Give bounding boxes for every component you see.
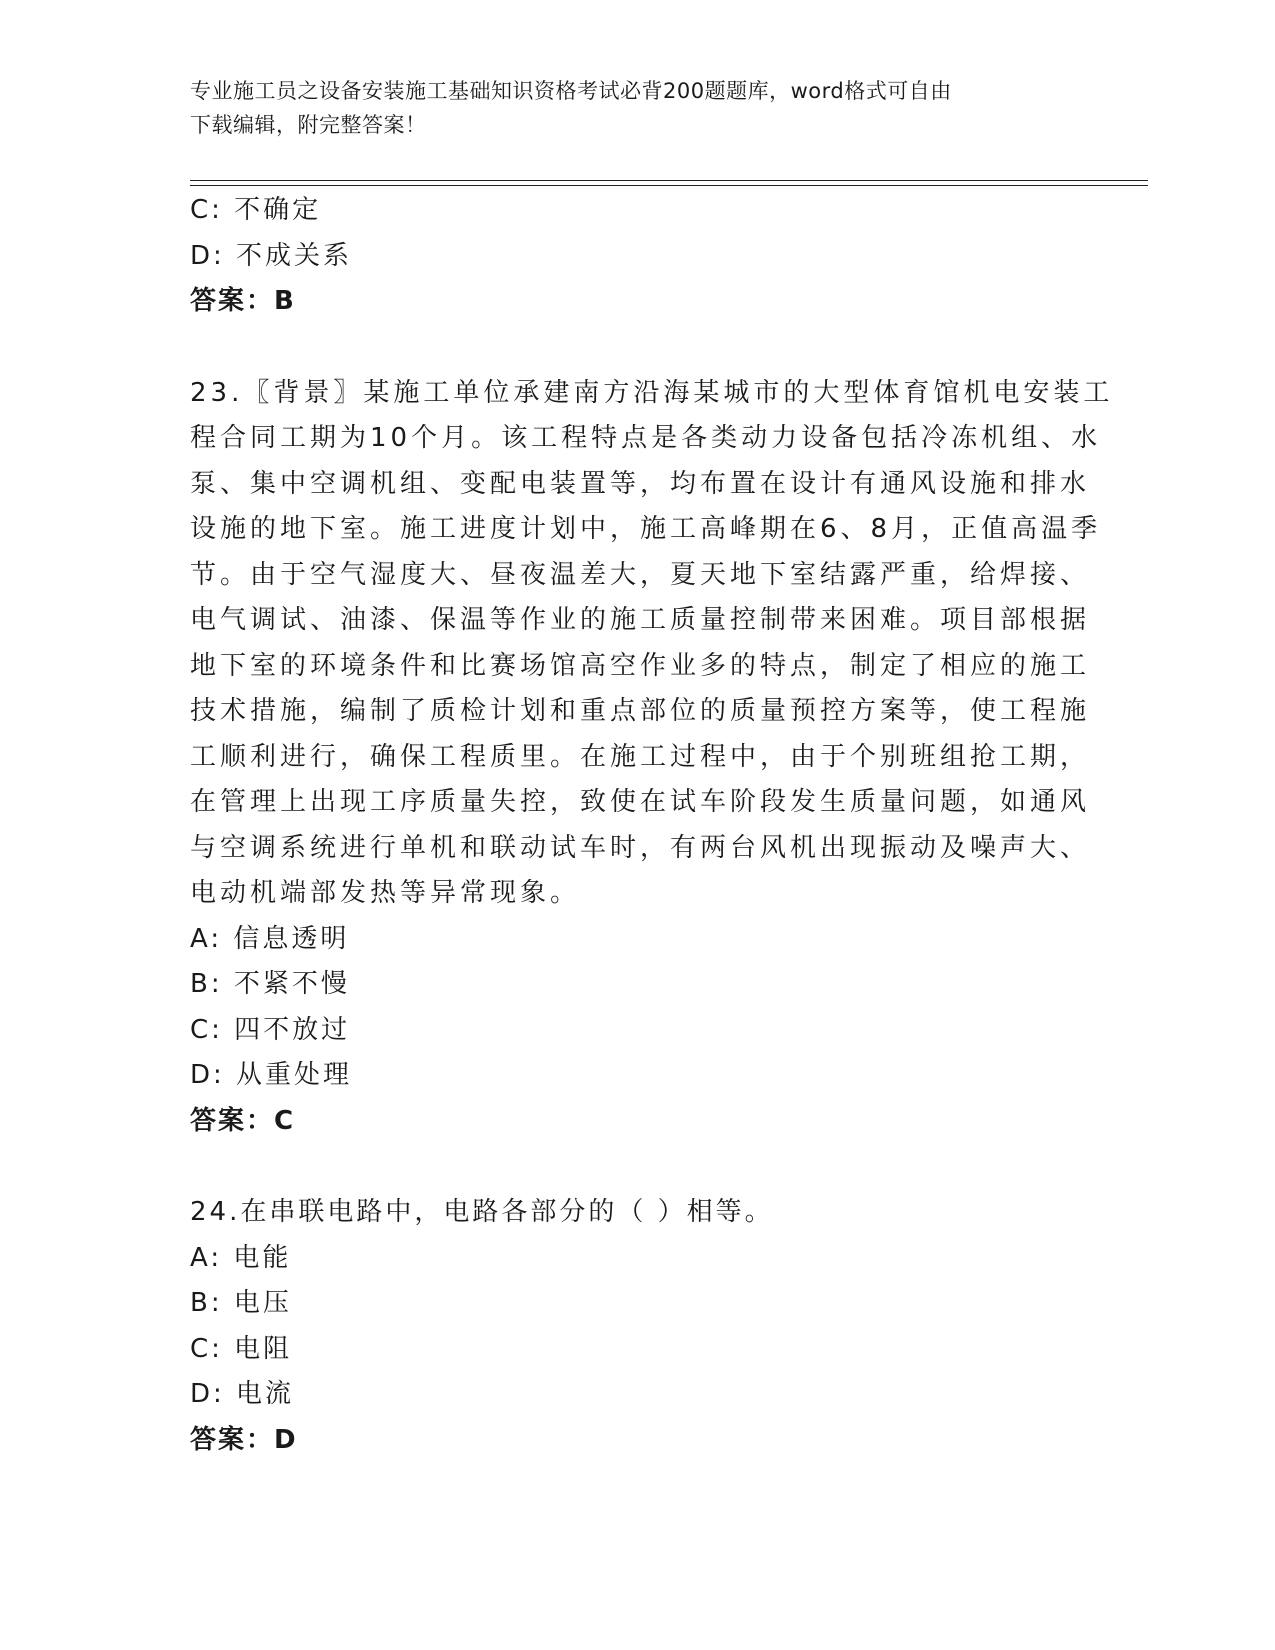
header-rule-bottom bbox=[190, 185, 1148, 186]
question-23-line: 工顺利进行，确保工程质里。在施工过程中，由于个别班组抢工期， bbox=[190, 741, 1091, 772]
question-23-line: 程合同工期为10个月。该工程特点是各类动力设备包括冷冻机组、水 bbox=[190, 423, 1102, 453]
question-23-line: 与空调系统进行单机和联动试车时，有两台风机出现振动及噪声大、 bbox=[190, 832, 1091, 863]
question-content bbox=[190, 188, 1114, 1463]
prev-answer: 答案：B bbox=[190, 286, 296, 316]
spacer bbox=[190, 325, 1090, 371]
question-23-option-b: B: 不紧不慢 bbox=[190, 969, 350, 999]
question-24-option-c: C: 电阻 bbox=[190, 1333, 293, 1364]
question-23-line: 设施的地下室。施工进度计划中，施工高峰期在6、8月，正值高温季 bbox=[190, 514, 1102, 544]
question-23-line: 23.〖背景〗某施工单位承建南方沿海某城市的大型体育馆机电安装工 bbox=[190, 377, 1114, 408]
prev-option-c: C: 不确定 bbox=[190, 195, 322, 225]
question-24-option-d: D: 电流 bbox=[190, 1379, 295, 1409]
question-23-answer: 答案：C bbox=[190, 1105, 296, 1136]
question-23-line: 节。由于空气湿度大、昼夜温差大，夏天地下室结露严重，给焊接、 bbox=[190, 559, 1091, 590]
question-24-option-a: A: 电能 bbox=[190, 1242, 292, 1273]
question-23-line: 电动机端部发热等异常现象。 bbox=[190, 878, 581, 908]
header-title-line-2: 下载编辑，附完整答案！ bbox=[190, 113, 427, 137]
prev-option-d: D: 不成关系 bbox=[190, 240, 353, 271]
question-23-option-d: D: 从重处理 bbox=[190, 1060, 353, 1090]
header-title-line-1: 专业施工员之设备安装施工基础知识资格考试必背200题题库，word格式可自由 bbox=[190, 79, 952, 103]
document-header bbox=[190, 74, 1090, 142]
question-23-stem bbox=[190, 371, 1114, 917]
question-24-option-b: B: 电压 bbox=[190, 1288, 292, 1318]
question-23-line: 技术措施，编制了质检计划和重点部位的质量预控方案等，使工程施 bbox=[190, 696, 1091, 726]
question-23-line: 电气调试、油漆、保温等作业的施工质量控制带来困难。项目部根据 bbox=[190, 605, 1091, 635]
question-23-option-a: A: 信息透明 bbox=[190, 923, 350, 954]
question-24-stem: 24.在串联电路中，电路各部分的（ ）相等。 bbox=[190, 1197, 774, 1227]
question-24-answer: 答案：D bbox=[190, 1424, 298, 1455]
question-23-line: 地下室的环境条件和比赛场馆高空作业多的特点，制定了相应的施工 bbox=[190, 650, 1091, 681]
question-23-line: 泵、集中空调机组、变配电装置等，均布置在设计有通风设施和排水 bbox=[190, 468, 1091, 499]
question-23-option-c: C: 四不放过 bbox=[190, 1014, 351, 1045]
question-23-line: 在管理上出现工序质量失控，致使在试车阶段发生质量问题，如通风 bbox=[190, 787, 1091, 817]
header-rule-top bbox=[190, 180, 1148, 181]
spacer bbox=[190, 1144, 1090, 1190]
